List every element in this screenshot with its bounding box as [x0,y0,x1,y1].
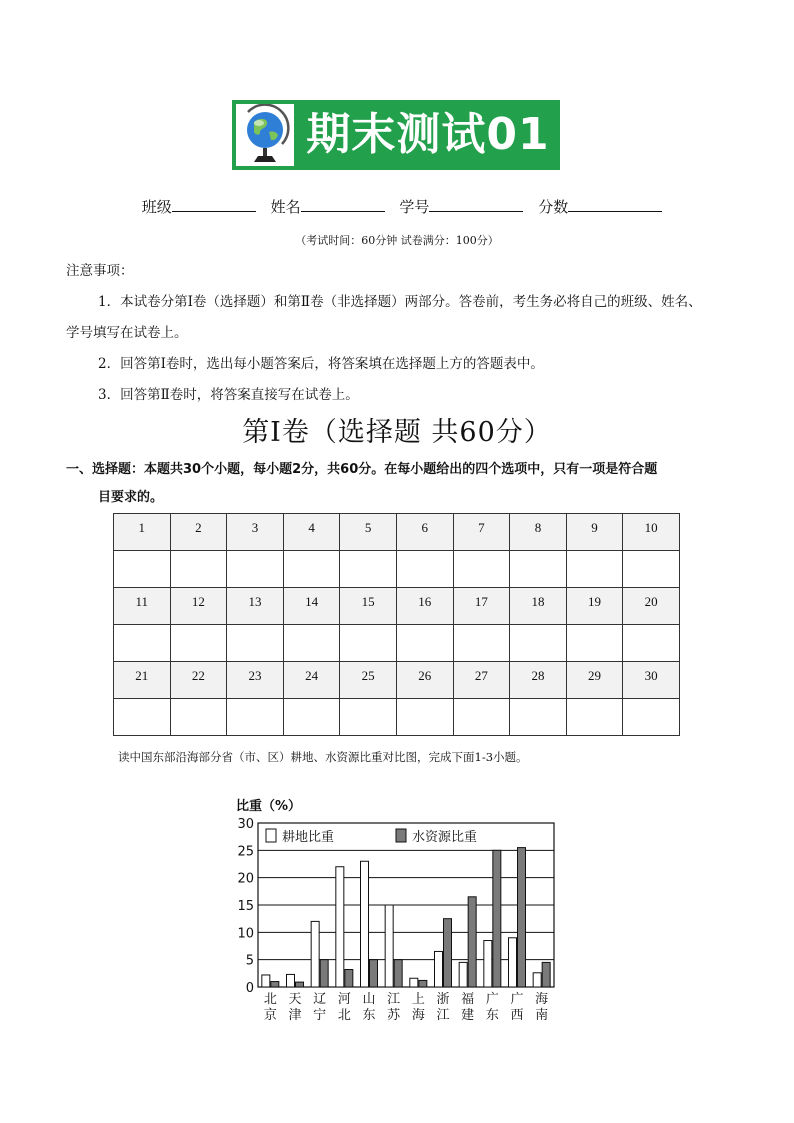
question-number: 20 [623,588,680,625]
answer-cell[interactable] [396,551,453,588]
answer-cell[interactable] [340,699,397,736]
question-number: 9 [566,514,623,551]
bar [394,960,402,987]
answer-cell[interactable] [510,551,567,588]
question-number: 23 [227,662,284,699]
answer-cell[interactable] [623,625,680,662]
x-tick-label: 天 [288,992,302,1007]
score-label: 分数 [538,198,569,216]
answer-cell[interactable] [396,625,453,662]
name-field[interactable] [301,197,385,212]
question-number: 15 [340,588,397,625]
section-title: 第Ⅰ卷（选择题 共60分） [242,417,552,448]
bar [385,905,393,987]
bar [533,973,541,987]
answer-input-row [114,551,680,588]
question-number: 19 [566,588,623,625]
answer-cell[interactable] [453,551,510,588]
answer-cell[interactable] [623,699,680,736]
question-number: 11 [114,588,171,625]
question-number: 29 [566,662,623,699]
notice-item-1: 1．本试卷分第Ⅰ卷（选择题）和第Ⅱ卷（非选择题）两部分。答卷前，考生务必将自己的班级、姓名、 [98,294,702,310]
x-tick-label: 南 [535,1008,549,1023]
y-tick-label: 25 [237,844,254,860]
notice-item-1-cont: 学号填写在试卷上。 [66,325,188,341]
answer-cell[interactable] [623,551,680,588]
bar [509,938,517,987]
legend-swatch [396,829,406,842]
answer-input-row [114,625,680,662]
answer-number-row [114,662,680,699]
globe-icon [236,104,294,166]
question-number: 21 [114,662,171,699]
question-number: 30 [623,662,680,699]
answer-cell[interactable] [227,625,284,662]
x-tick-label: 北 [263,992,277,1007]
answer-number-row [114,588,680,625]
bar [542,962,550,987]
x-tick-label: 北 [337,1008,351,1023]
answer-cell[interactable] [114,625,171,662]
answer-cell[interactable] [396,699,453,736]
answer-grid [113,513,680,736]
question-number: 4 [283,514,340,551]
x-tick-label: 建 [461,1008,475,1023]
intro-body-a: 本题共30个小题，每小题2分，共60分。 [144,462,385,477]
answer-cell[interactable] [170,699,227,736]
answer-cell[interactable] [227,699,284,736]
bar [518,848,526,987]
y-tick-label: 20 [237,871,254,887]
notice-heading: 注意事项： [66,263,134,279]
question-number: 13 [227,588,284,625]
answer-cell[interactable] [453,699,510,736]
answer-cell[interactable] [283,699,340,736]
question-number: 3 [227,514,284,551]
bar [361,861,369,987]
x-tick-label: 江 [387,992,401,1007]
exam-time: （考试时间：60分钟 试卷满分：100分） [295,234,499,247]
answer-cell[interactable] [227,551,284,588]
class-field[interactable] [172,197,256,212]
question-number: 2 [170,514,227,551]
question-number: 14 [283,588,340,625]
x-tick-label: 东 [362,1008,376,1023]
intro-body-c: 目要求的。 [98,490,164,505]
question-number: 6 [396,514,453,551]
question-number: 28 [510,662,567,699]
x-tick-label: 河 [337,992,351,1007]
chart-svg [230,795,570,1027]
name-label: 姓名 [270,198,301,216]
answer-cell[interactable] [566,551,623,588]
answer-cell[interactable] [510,699,567,736]
x-tick-label: 山 [362,992,376,1007]
bar [435,951,443,987]
bar [410,978,418,987]
question-number: 16 [396,588,453,625]
question-number: 12 [170,588,227,625]
class-label: 班级 [141,198,172,216]
bar [311,921,319,987]
page-title: 期末测试01 [306,109,550,160]
notice-item-3: 3．回答第Ⅱ卷时，将答案直接写在试卷上。 [98,387,359,403]
legend-label: 耕地比重 [282,830,335,845]
x-tick-label: 海 [411,1008,425,1023]
question-number: 17 [453,588,510,625]
x-tick-label: 海 [535,992,549,1007]
bar [459,962,467,987]
id-field[interactable] [429,197,523,212]
answer-number-row [114,514,680,551]
y-tick-label: 15 [237,899,254,914]
answer-cell[interactable] [453,625,510,662]
x-tick-label: 上 [411,992,425,1007]
bar [468,897,476,987]
question-number: 27 [453,662,510,699]
x-tick-label: 苏 [387,1008,401,1023]
question-number: 25 [340,662,397,699]
legend-swatch [266,829,276,842]
bar [296,982,304,987]
answer-cell[interactable] [114,551,171,588]
answer-cell[interactable] [283,551,340,588]
y-tick-label: 0 [245,981,254,996]
intro-body-b: 在每小题给出的四个选项中，只有一项是符合题 [384,462,658,477]
bar [493,850,501,987]
answer-cell[interactable] [566,625,623,662]
bar-chart [230,795,570,1031]
question-number: 26 [396,662,453,699]
answer-cell[interactable] [510,625,567,662]
bar [336,867,344,987]
bar [419,980,427,987]
question-number: 24 [283,662,340,699]
question-number: 22 [170,662,227,699]
answer-cell[interactable] [340,551,397,588]
bar [271,982,279,987]
y-tick-label: 30 [237,817,254,832]
y-tick-label: 5 [245,953,254,969]
answer-cell[interactable] [566,699,623,736]
answer-cell[interactable] [170,551,227,588]
answer-cell[interactable] [283,625,340,662]
answer-cell[interactable] [340,625,397,662]
intro-prefix: 一、选择题： [66,462,145,477]
bar [287,974,295,987]
question-number: 18 [510,588,567,625]
student-info-row [0,196,794,217]
x-tick-label: 福 [461,992,475,1007]
bar [484,941,492,987]
answer-cell[interactable] [170,625,227,662]
question-number: 5 [340,514,397,551]
bar [444,919,452,987]
x-tick-label: 浙 [436,992,450,1007]
bar [320,960,328,987]
x-tick-label: 广 [485,992,499,1007]
x-tick-label: 京 [263,1008,277,1023]
bar [370,960,378,987]
bar [345,970,353,987]
y-tick-label: 10 [237,926,254,942]
chart-caption: 读中国东部沿海部分省（市、区）耕地、水资源比重对比图，完成下面1-3小题。 [118,750,528,764]
x-tick-label: 宁 [313,1008,327,1023]
x-tick-label: 西 [510,1008,524,1023]
x-tick-label: 辽 [313,992,327,1007]
score-field[interactable] [568,197,662,212]
x-tick-label: 江 [436,1008,450,1023]
x-tick-label: 广 [510,992,524,1007]
id-label: 学号 [399,198,430,216]
answer-cell[interactable] [114,699,171,736]
question-number: 8 [510,514,567,551]
notice-item-2: 2．回答第Ⅰ卷时，选出每小题答案后，将答案填在选择题上方的答题表中。 [98,356,544,372]
question-intro [66,456,736,512]
legend-label: 水资源比重 [412,830,478,845]
bar [262,975,270,987]
y-axis-label: 比重（%） [236,799,302,814]
x-tick-label: 津 [288,1008,302,1023]
answer-input-row [114,699,680,736]
question-number: 10 [623,514,680,551]
question-number: 7 [453,514,510,551]
question-number: 1 [114,514,171,551]
x-tick-label: 东 [485,1008,499,1023]
